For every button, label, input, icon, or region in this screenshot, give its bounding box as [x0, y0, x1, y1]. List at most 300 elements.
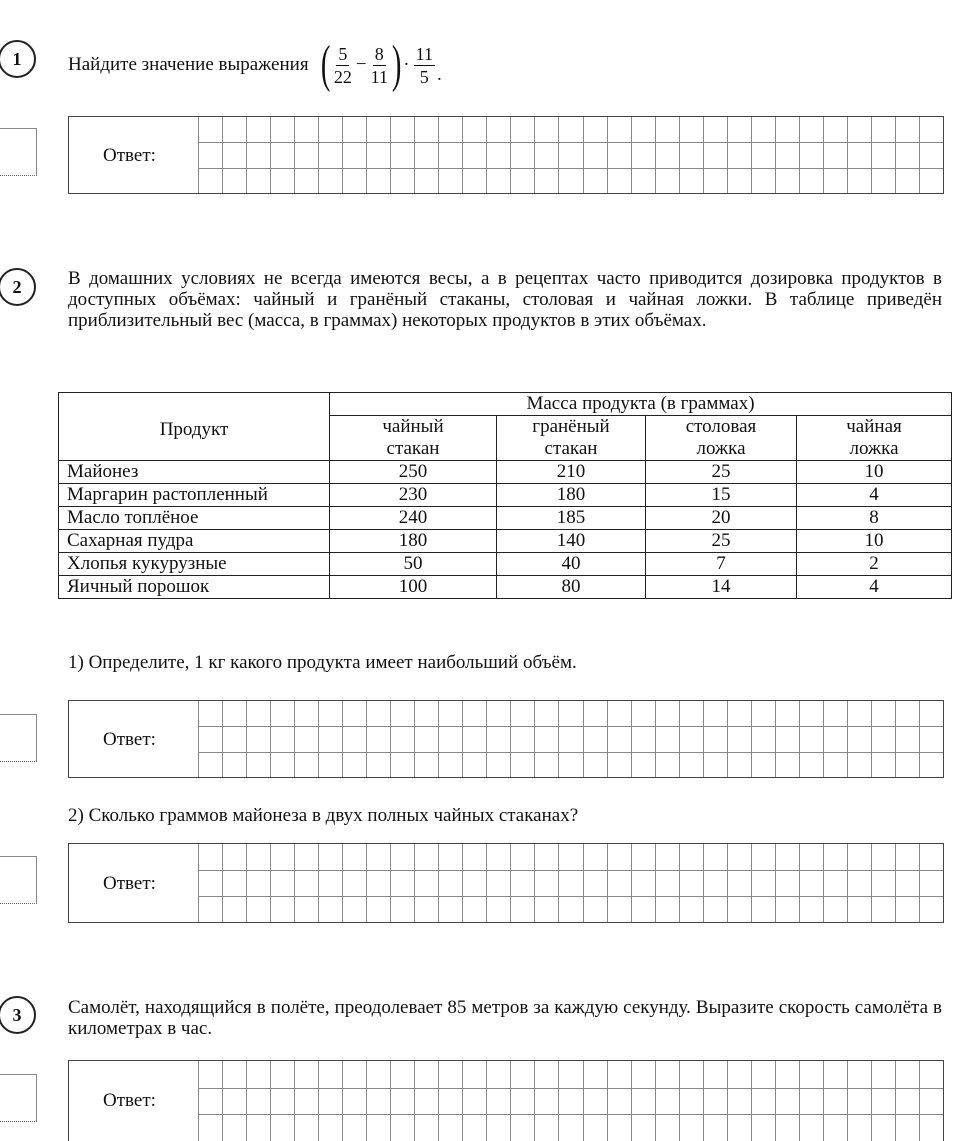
answer-cell[interactable] [871, 117, 895, 142]
answer-cell[interactable] [871, 168, 895, 193]
answer-cell[interactable] [631, 726, 655, 751]
answer-cell[interactable] [198, 844, 222, 870]
answer-cell[interactable] [414, 168, 438, 193]
answer-cell[interactable] [198, 726, 222, 751]
answer-cell[interactable] [823, 1114, 847, 1141]
answer-cell[interactable] [919, 168, 943, 193]
answer-box-3[interactable] [68, 1060, 944, 1141]
answer-cell[interactable] [534, 1088, 558, 1115]
answer-cell[interactable] [510, 168, 534, 193]
answer-cell[interactable] [486, 168, 510, 193]
answer-cell[interactable] [534, 752, 558, 777]
answer-cell[interactable] [558, 701, 582, 726]
answer-cell[interactable] [294, 844, 318, 870]
answer-cell[interactable] [703, 1114, 727, 1141]
answer-cell[interactable] [246, 726, 270, 751]
answer-cell[interactable] [222, 142, 246, 167]
answer-cell[interactable] [414, 896, 438, 922]
answer-cell[interactable] [390, 142, 414, 167]
answer-grid[interactable] [198, 844, 943, 922]
answer-cell[interactable] [318, 726, 342, 751]
answer-grid[interactable] [198, 117, 943, 193]
answer-cell[interactable] [895, 701, 919, 726]
answer-cell[interactable] [510, 844, 534, 870]
answer-cell[interactable] [799, 726, 823, 751]
answer-cell[interactable] [510, 142, 534, 167]
answer-cell[interactable] [414, 844, 438, 870]
answer-cell[interactable] [823, 142, 847, 167]
answer-cell[interactable] [655, 142, 679, 167]
answer-cell[interactable] [655, 1114, 679, 1141]
answer-cell[interactable] [222, 117, 246, 142]
answer-cell[interactable] [270, 726, 294, 751]
answer-cell[interactable] [318, 752, 342, 777]
answer-cell[interactable] [414, 752, 438, 777]
answer-cell[interactable] [270, 844, 294, 870]
answer-cell[interactable] [727, 896, 751, 922]
answer-cell[interactable] [895, 752, 919, 777]
answer-cell[interactable] [607, 1114, 631, 1141]
answer-cell[interactable] [558, 844, 582, 870]
answer-cell[interactable] [318, 117, 342, 142]
answer-cell[interactable] [246, 168, 270, 193]
answer-cell[interactable] [583, 701, 607, 726]
answer-box-2b[interactable] [68, 843, 944, 923]
answer-cell[interactable] [438, 844, 462, 870]
answer-cell[interactable] [342, 844, 366, 870]
answer-cell[interactable] [246, 752, 270, 777]
answer-cell[interactable] [799, 1061, 823, 1088]
answer-cell[interactable] [919, 870, 943, 896]
answer-cell[interactable] [342, 896, 366, 922]
answer-cell[interactable] [679, 726, 703, 751]
answer-cell[interactable] [270, 752, 294, 777]
answer-cell[interactable] [294, 168, 318, 193]
answer-cell[interactable] [751, 117, 775, 142]
answer-cell[interactable] [366, 896, 390, 922]
answer-cell[interactable] [919, 142, 943, 167]
answer-cell[interactable] [799, 1114, 823, 1141]
answer-cell[interactable] [799, 896, 823, 922]
answer-cell[interactable] [703, 844, 727, 870]
answer-cell[interactable] [895, 870, 919, 896]
answer-cell[interactable] [871, 701, 895, 726]
answer-cell[interactable] [655, 752, 679, 777]
answer-cell[interactable] [655, 844, 679, 870]
answer-cell[interactable] [655, 1061, 679, 1088]
answer-cell[interactable] [775, 1088, 799, 1115]
answer-cell[interactable] [847, 701, 871, 726]
answer-cell[interactable] [655, 1088, 679, 1115]
answer-cell[interactable] [486, 896, 510, 922]
answer-cell[interactable] [222, 168, 246, 193]
answer-cell[interactable] [558, 752, 582, 777]
answer-cell[interactable] [919, 701, 943, 726]
answer-cell[interactable] [775, 752, 799, 777]
answer-cell[interactable] [270, 870, 294, 896]
answer-cell[interactable] [198, 1088, 222, 1115]
answer-cell[interactable] [462, 142, 486, 167]
answer-cell[interactable] [486, 726, 510, 751]
answer-cell[interactable] [510, 870, 534, 896]
answer-cell[interactable] [871, 726, 895, 751]
answer-cell[interactable] [919, 752, 943, 777]
answer-cell[interactable] [679, 1088, 703, 1115]
answer-cell[interactable] [727, 1114, 751, 1141]
answer-cell[interactable] [847, 1088, 871, 1115]
answer-cell[interactable] [631, 168, 655, 193]
answer-cell[interactable] [679, 1061, 703, 1088]
answer-cell[interactable] [823, 117, 847, 142]
answer-cell[interactable] [366, 142, 390, 167]
answer-cell[interactable] [919, 117, 943, 142]
answer-cell[interactable] [462, 726, 486, 751]
answer-cell[interactable] [438, 870, 462, 896]
answer-cell[interactable] [703, 1061, 727, 1088]
answer-cell[interactable] [679, 117, 703, 142]
answer-cell[interactable] [246, 844, 270, 870]
answer-cell[interactable] [558, 870, 582, 896]
answer-cell[interactable] [679, 701, 703, 726]
answer-cell[interactable] [390, 726, 414, 751]
answer-cell[interactable] [775, 168, 799, 193]
answer-cell[interactable] [294, 142, 318, 167]
answer-cell[interactable] [895, 1088, 919, 1115]
answer-cell[interactable] [703, 870, 727, 896]
answer-cell[interactable] [534, 896, 558, 922]
answer-cell[interactable] [727, 701, 751, 726]
answer-cell[interactable] [895, 896, 919, 922]
answer-cell[interactable] [318, 1114, 342, 1141]
answer-cell[interactable] [631, 1061, 655, 1088]
answer-cell[interactable] [919, 844, 943, 870]
answer-cell[interactable] [871, 844, 895, 870]
answer-cell[interactable] [655, 701, 679, 726]
answer-cell[interactable] [366, 1088, 390, 1115]
answer-cell[interactable] [366, 1061, 390, 1088]
answer-cell[interactable] [462, 844, 486, 870]
answer-cell[interactable] [342, 870, 366, 896]
answer-cell[interactable] [318, 168, 342, 193]
answer-cell[interactable] [294, 117, 318, 142]
answer-cell[interactable] [510, 1088, 534, 1115]
answer-cell[interactable] [919, 896, 943, 922]
answer-cell[interactable] [775, 726, 799, 751]
answer-cell[interactable] [486, 1061, 510, 1088]
answer-cell[interactable] [318, 1061, 342, 1088]
answer-cell[interactable] [510, 701, 534, 726]
answer-cell[interactable] [366, 168, 390, 193]
answer-cell[interactable] [270, 168, 294, 193]
answer-cell[interactable] [462, 896, 486, 922]
answer-cell[interactable] [438, 142, 462, 167]
answer-cell[interactable] [390, 870, 414, 896]
answer-cell[interactable] [366, 117, 390, 142]
answer-cell[interactable] [727, 1061, 751, 1088]
answer-cell[interactable] [823, 168, 847, 193]
answer-cell[interactable] [270, 896, 294, 922]
answer-cell[interactable] [799, 844, 823, 870]
answer-cell[interactable] [510, 726, 534, 751]
answer-cell[interactable] [631, 701, 655, 726]
answer-cell[interactable] [558, 726, 582, 751]
answer-cell[interactable] [751, 1088, 775, 1115]
answer-cell[interactable] [751, 752, 775, 777]
answer-cell[interactable] [775, 1061, 799, 1088]
answer-cell[interactable] [198, 870, 222, 896]
answer-cell[interactable] [607, 142, 631, 167]
answer-cell[interactable] [366, 870, 390, 896]
answer-cell[interactable] [703, 701, 727, 726]
answer-cell[interactable] [438, 896, 462, 922]
answer-cell[interactable] [294, 1061, 318, 1088]
answer-cell[interactable] [390, 752, 414, 777]
answer-cell[interactable] [775, 896, 799, 922]
answer-cell[interactable] [390, 896, 414, 922]
answer-cell[interactable] [631, 870, 655, 896]
answer-cell[interactable] [438, 117, 462, 142]
answer-cell[interactable] [342, 117, 366, 142]
answer-cell[interactable] [510, 896, 534, 922]
answer-cell[interactable] [198, 752, 222, 777]
answer-cell[interactable] [414, 870, 438, 896]
answer-cell[interactable] [246, 870, 270, 896]
answer-cell[interactable] [583, 752, 607, 777]
answer-cell[interactable] [919, 1061, 943, 1088]
answer-cell[interactable] [703, 726, 727, 751]
answer-cell[interactable] [823, 870, 847, 896]
answer-cell[interactable] [751, 1114, 775, 1141]
answer-cell[interactable] [775, 701, 799, 726]
answer-cell[interactable] [558, 117, 582, 142]
answer-cell[interactable] [799, 870, 823, 896]
answer-cell[interactable] [895, 1061, 919, 1088]
answer-cell[interactable] [847, 844, 871, 870]
answer-cell[interactable] [751, 870, 775, 896]
answer-cell[interactable] [198, 701, 222, 726]
answer-cell[interactable] [823, 896, 847, 922]
answer-cell[interactable] [534, 844, 558, 870]
answer-cell[interactable] [222, 1061, 246, 1088]
answer-cell[interactable] [703, 896, 727, 922]
answer-cell[interactable] [486, 844, 510, 870]
answer-cell[interactable] [583, 1061, 607, 1088]
answer-cell[interactable] [414, 726, 438, 751]
answer-cell[interactable] [799, 701, 823, 726]
answer-cell[interactable] [534, 1114, 558, 1141]
answer-cell[interactable] [871, 142, 895, 167]
answer-cell[interactable] [703, 1088, 727, 1115]
answer-cell[interactable] [558, 168, 582, 193]
answer-cell[interactable] [751, 1061, 775, 1088]
answer-cell[interactable] [583, 142, 607, 167]
answer-cell[interactable] [414, 701, 438, 726]
answer-cell[interactable] [318, 870, 342, 896]
answer-cell[interactable] [751, 726, 775, 751]
answer-cell[interactable] [342, 701, 366, 726]
answer-cell[interactable] [823, 701, 847, 726]
answer-cell[interactable] [390, 168, 414, 193]
answer-cell[interactable] [583, 896, 607, 922]
answer-cell[interactable] [246, 1088, 270, 1115]
answer-cell[interactable] [607, 752, 631, 777]
answer-cell[interactable] [486, 117, 510, 142]
answer-cell[interactable] [534, 1061, 558, 1088]
answer-cell[interactable] [895, 117, 919, 142]
answer-cell[interactable] [390, 1088, 414, 1115]
answer-cell[interactable] [366, 752, 390, 777]
answer-cell[interactable] [703, 142, 727, 167]
answer-cell[interactable] [751, 701, 775, 726]
answer-cell[interactable] [390, 1061, 414, 1088]
answer-cell[interactable] [583, 168, 607, 193]
answer-cell[interactable] [607, 726, 631, 751]
answer-cell[interactable] [222, 1114, 246, 1141]
answer-cell[interactable] [799, 1088, 823, 1115]
answer-cell[interactable] [823, 752, 847, 777]
answer-cell[interactable] [222, 1088, 246, 1115]
answer-cell[interactable] [318, 1088, 342, 1115]
answer-cell[interactable] [318, 896, 342, 922]
answer-cell[interactable] [342, 168, 366, 193]
answer-cell[interactable] [631, 752, 655, 777]
answer-cell[interactable] [823, 844, 847, 870]
answer-cell[interactable] [390, 844, 414, 870]
answer-cell[interactable] [727, 1088, 751, 1115]
answer-cell[interactable] [703, 168, 727, 193]
answer-cell[interactable] [727, 752, 751, 777]
answer-cell[interactable] [294, 1114, 318, 1141]
answer-cell[interactable] [270, 1114, 294, 1141]
answer-cell[interactable] [895, 1114, 919, 1141]
answer-cell[interactable] [919, 726, 943, 751]
answer-cell[interactable] [607, 1088, 631, 1115]
answer-cell[interactable] [198, 117, 222, 142]
answer-cell[interactable] [246, 1114, 270, 1141]
answer-cell[interactable] [438, 1114, 462, 1141]
answer-cell[interactable] [847, 1061, 871, 1088]
answer-cell[interactable] [462, 117, 486, 142]
answer-cell[interactable] [583, 844, 607, 870]
answer-cell[interactable] [342, 1088, 366, 1115]
answer-cell[interactable] [775, 844, 799, 870]
answer-cell[interactable] [919, 1088, 943, 1115]
answer-cell[interactable] [510, 1061, 534, 1088]
answer-cell[interactable] [414, 142, 438, 167]
answer-cell[interactable] [198, 1114, 222, 1141]
answer-cell[interactable] [534, 142, 558, 167]
answer-cell[interactable] [871, 896, 895, 922]
answer-cell[interactable] [727, 726, 751, 751]
answer-cell[interactable] [294, 870, 318, 896]
answer-cell[interactable] [895, 142, 919, 167]
answer-cell[interactable] [607, 896, 631, 922]
answer-cell[interactable] [583, 870, 607, 896]
answer-cell[interactable] [462, 870, 486, 896]
answer-cell[interactable] [871, 1088, 895, 1115]
answer-cell[interactable] [486, 701, 510, 726]
answer-cell[interactable] [775, 117, 799, 142]
answer-cell[interactable] [342, 726, 366, 751]
answer-cell[interactable] [583, 1114, 607, 1141]
answer-cell[interactable] [775, 142, 799, 167]
answer-cell[interactable] [534, 168, 558, 193]
answer-cell[interactable] [438, 701, 462, 726]
answer-cell[interactable] [222, 726, 246, 751]
answer-cell[interactable] [631, 117, 655, 142]
answer-cell[interactable] [607, 844, 631, 870]
answer-cell[interactable] [534, 701, 558, 726]
answer-cell[interactable] [438, 752, 462, 777]
answer-cell[interactable] [727, 142, 751, 167]
answer-cell[interactable] [775, 870, 799, 896]
answer-cell[interactable] [558, 1061, 582, 1088]
answer-cell[interactable] [895, 168, 919, 193]
answer-cell[interactable] [366, 844, 390, 870]
answer-cell[interactable] [847, 117, 871, 142]
answer-cell[interactable] [799, 752, 823, 777]
answer-cell[interactable] [631, 896, 655, 922]
answer-cell[interactable] [631, 1114, 655, 1141]
answer-cell[interactable] [318, 142, 342, 167]
answer-cell[interactable] [198, 896, 222, 922]
answer-cell[interactable] [558, 896, 582, 922]
answer-cell[interactable] [631, 142, 655, 167]
answer-cell[interactable] [847, 142, 871, 167]
answer-cell[interactable] [222, 701, 246, 726]
answer-cell[interactable] [222, 752, 246, 777]
answer-cell[interactable] [486, 142, 510, 167]
answer-cell[interactable] [294, 896, 318, 922]
answer-box-2a[interactable] [68, 700, 944, 778]
answer-cell[interactable] [198, 1061, 222, 1088]
answer-cell[interactable] [462, 1114, 486, 1141]
answer-cell[interactable] [510, 1114, 534, 1141]
answer-cell[interactable] [679, 1114, 703, 1141]
answer-cell[interactable] [895, 844, 919, 870]
answer-cell[interactable] [607, 117, 631, 142]
answer-cell[interactable] [510, 752, 534, 777]
answer-cell[interactable] [775, 1114, 799, 1141]
answer-cell[interactable] [895, 726, 919, 751]
answer-cell[interactable] [390, 117, 414, 142]
answer-cell[interactable] [270, 701, 294, 726]
answer-cell[interactable] [462, 701, 486, 726]
answer-cell[interactable] [534, 117, 558, 142]
answer-cell[interactable] [270, 1061, 294, 1088]
answer-cell[interactable] [294, 701, 318, 726]
answer-cell[interactable] [510, 117, 534, 142]
answer-cell[interactable] [871, 1061, 895, 1088]
answer-cell[interactable] [823, 1061, 847, 1088]
answer-cell[interactable] [462, 1061, 486, 1088]
answer-cell[interactable] [655, 726, 679, 751]
answer-grid[interactable] [198, 701, 943, 777]
answer-cell[interactable] [607, 870, 631, 896]
answer-cell[interactable] [655, 896, 679, 922]
answer-cell[interactable] [342, 1061, 366, 1088]
answer-cell[interactable] [847, 896, 871, 922]
answer-cell[interactable] [751, 142, 775, 167]
answer-cell[interactable] [294, 726, 318, 751]
answer-cell[interactable] [679, 752, 703, 777]
answer-cell[interactable] [679, 142, 703, 167]
answer-cell[interactable] [414, 1061, 438, 1088]
answer-cell[interactable] [270, 142, 294, 167]
answer-cell[interactable] [583, 117, 607, 142]
answer-cell[interactable] [847, 726, 871, 751]
answer-cell[interactable] [631, 844, 655, 870]
